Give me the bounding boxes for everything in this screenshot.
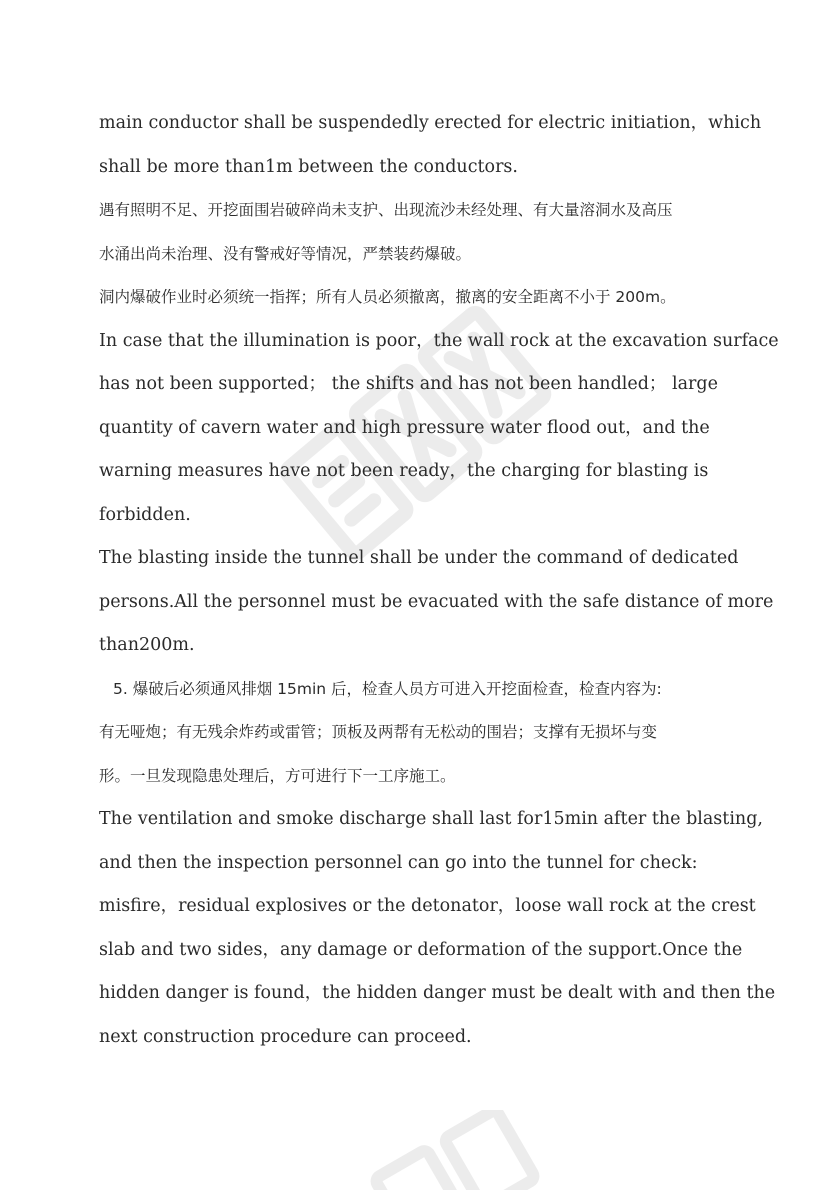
text-line: shall be more than1m between the conductors. [99, 156, 518, 177]
text-line: than200m. [99, 635, 195, 655]
text-line-zh: 水涌出尚未治理、没有警戒好等情况，严禁装药爆破。 [99, 244, 472, 263]
text-line: warning measures have not been ready，the charging for blasting is [99, 461, 709, 481]
text-line-zh: 有无哑炮；有无残余炸药或雷管；顶板及两帮有无松动的围岩；支撑有无损坏与变 [99, 723, 658, 741]
text-line: persons.All the personnel must be evacuated with the safe distance of more [99, 591, 774, 612]
text-line: main conductor shall be suspendedly erected for electric initiation，which [99, 113, 762, 133]
text-line: slab and two sides，any damage or deformation of the support.Once the [99, 939, 743, 960]
text-line: forbidden. [99, 504, 191, 525]
text-line: hidden danger is found，the hidden danger must be dealt with and then the [99, 983, 776, 1003]
text-line: has not been supported； the shifts and has not been handled； large [99, 374, 718, 394]
text-line: quantity of cavern water and high pressure water flood out，and the [99, 417, 710, 438]
text-line: The blasting inside the tunnel shall be under the command of dedicated [99, 548, 739, 568]
watermark-logo-bottom [340, 1110, 560, 1190]
text-line: and then the inspection personnel can go into the tunnel for check: [99, 852, 698, 873]
text-line: The ventilation and smoke discharge shall last for15min after the blasting, [99, 809, 763, 829]
text-line-zh: 5. 爆破后必须通风排烟 15min 后，检查人员方可进入开挖面检查，检查内容为: [113, 679, 662, 698]
text-line: In case that the illumination is poor，the wall rock at the excavation surface [99, 330, 779, 351]
document-body [99, 102, 779, 1059]
text-line-zh: 洞内爆破作业时必须统一指挥；所有人员必须撤离，撤离的安全距离不小于 200m。 [99, 288, 676, 306]
text-line-zh: 遇有照明不足、开挖面围岩破碎尚未支护、出现流沙未经处理、有大量溶洞水及高压 [99, 201, 673, 219]
text-line-zh: 形。一旦发现隐患处理后，方可进行下一工序施工。 [99, 766, 456, 785]
text-line: misfire，residual explosives or the detonator，loose wall rock at the crest [99, 896, 756, 916]
text-line: next construction procedure can proceed. [99, 1026, 472, 1047]
